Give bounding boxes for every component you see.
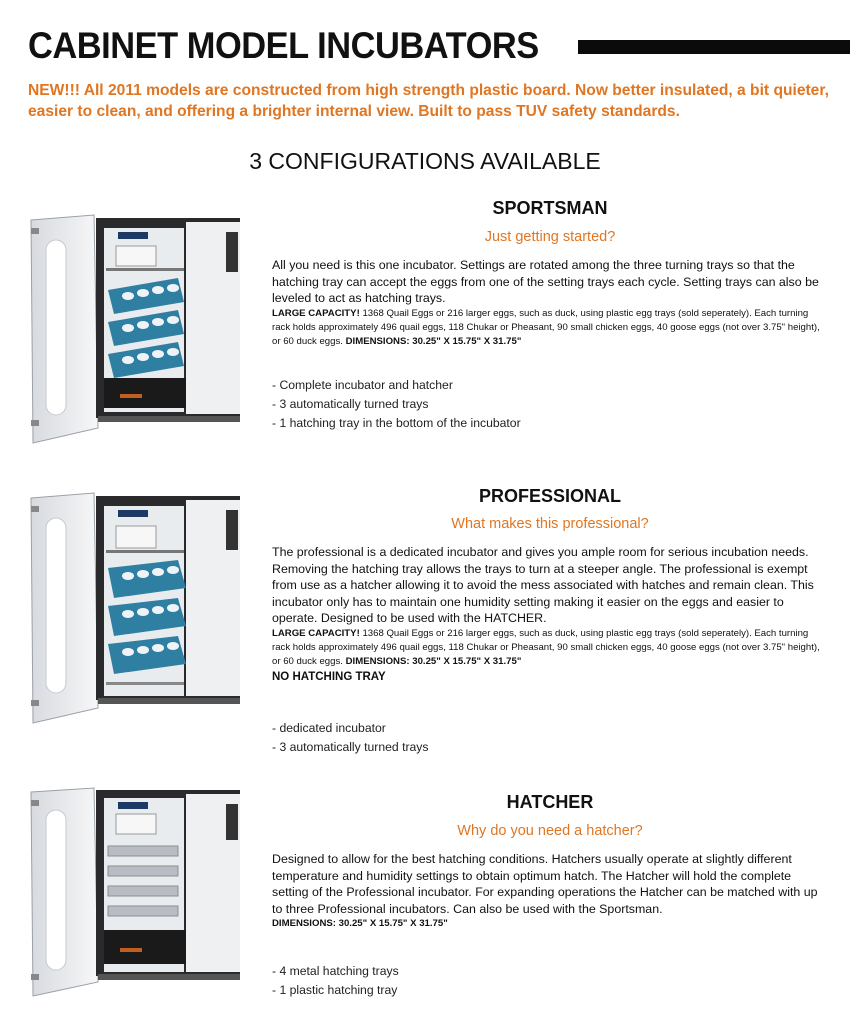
dimensions: DIMENSIONS: 30.25" X 15.75" X 31.75" xyxy=(272,918,448,929)
capacity-text: 1368 Quail Eggs or 216 larger eggs, such as duck, using plastic egg trays (sold seperately). Each turning rack holds approximately 496 quail eggs, 118 Chukar or Pheasant, 90 small chicken eggs, 40 goose eggs (not over 3.75" height), or 60 duck eggs. xyxy=(272,627,820,667)
no-hatching-tray-note: NO HATCHING TRAY xyxy=(272,670,386,683)
professional-description xyxy=(272,544,828,685)
hatcher-description-text: Designed to allow for the best hatching conditions. Hatchers usually operate at slightly different temperature and humidity settings to obtain optimum hatch. The Hatcher will hold the complete setting of the Professional incubator. For expanding operations the Hatcher can be matched with up to three Professional incubators. Can also be used with the Sportsman. xyxy=(272,852,818,916)
hatcher-feature-list xyxy=(272,962,399,1000)
title-rule xyxy=(578,40,850,54)
professional-capacity xyxy=(272,627,828,669)
list-item: - 1 hatching tray in the bottom of the incubator xyxy=(272,416,521,430)
professional-incubator-photo xyxy=(28,488,244,728)
professional-title: PROFESSIONAL xyxy=(478,486,621,506)
hatcher-photo xyxy=(28,784,244,1000)
dimensions: DIMENSIONS: 30.25" X 15.75" X 31.75" xyxy=(345,655,522,667)
sportsman-description-text: All you need is this one incubator. Settings are rotated among the three turning trays so that the hatching tray can accept the eggs from one of the setting trays each cycle. Setting trays can also be leveled to act as hatching trays. xyxy=(272,258,819,305)
sportsman-title: SPORTSMAN xyxy=(492,198,608,218)
sportsman-capacity xyxy=(272,307,828,349)
list-item: - 1 plastic hatching tray xyxy=(272,983,398,997)
professional-tagline: What makes this professional? xyxy=(451,516,649,532)
professional-description-text: The professional is a dedicated incubator and gives you ample room for serious incubation needs. Removing the hatching tray allows the trays to turn at a steeper angle. The professional is exempt from use as a hatcher allowing it to avoid the mess associated with hatches and remain clean. This incubator only has to maintain one humidity setting making it easier on the eggs and easier to operate. Designed to be used with the HATCHER. xyxy=(272,545,814,625)
capacity-label: LARGE CAPACITY! xyxy=(272,627,360,639)
sportsman-tagline: Just getting started? xyxy=(484,229,616,245)
hatcher-tagline: Why do you need a hatcher? xyxy=(457,823,643,839)
hatcher-dimensions-line xyxy=(272,917,828,931)
capacity-text: 1368 Quail Eggs or 216 larger eggs, such as duck, using plastic egg trays (sold seperately). Each turning rack holds approximately 496 quail eggs, 118 Chukar or Pheasant, 90 small chicken eggs, 40 goose eggs (not over 3.75" height), or 60 duck eggs. xyxy=(272,307,820,347)
sportsman-incubator-photo xyxy=(28,210,244,448)
list-item: - 4 metal hatching trays xyxy=(272,964,399,978)
configurations-heading: 3 CONFIGURATIONS AVAILABLE xyxy=(249,148,601,174)
hatcher-title: HATCHER xyxy=(506,792,594,812)
list-item: - dedicated incubator xyxy=(272,721,386,735)
list-item: - Complete incubator and hatcher xyxy=(272,378,453,392)
intro-text: NEW!!! All 2011 models are constructed from high strength plastic board. Now better insulated, a bit quieter, easier to clean, and offering a brighter internal view. Built to pass TUV safety standards. xyxy=(28,82,829,120)
dimensions: DIMENSIONS: 30.25" X 15.75" X 31.75" xyxy=(345,335,522,347)
list-item: - 3 automatically turned trays xyxy=(272,397,429,411)
capacity-label: LARGE CAPACITY! xyxy=(272,307,360,319)
sportsman-description xyxy=(272,257,828,349)
professional-feature-list xyxy=(272,719,428,757)
sportsman-feature-list xyxy=(272,376,521,433)
list-item: - 3 automatically turned trays xyxy=(272,740,429,754)
hatcher-description xyxy=(272,851,828,931)
page-title: CABINET MODEL INCUBATORS xyxy=(28,25,539,66)
